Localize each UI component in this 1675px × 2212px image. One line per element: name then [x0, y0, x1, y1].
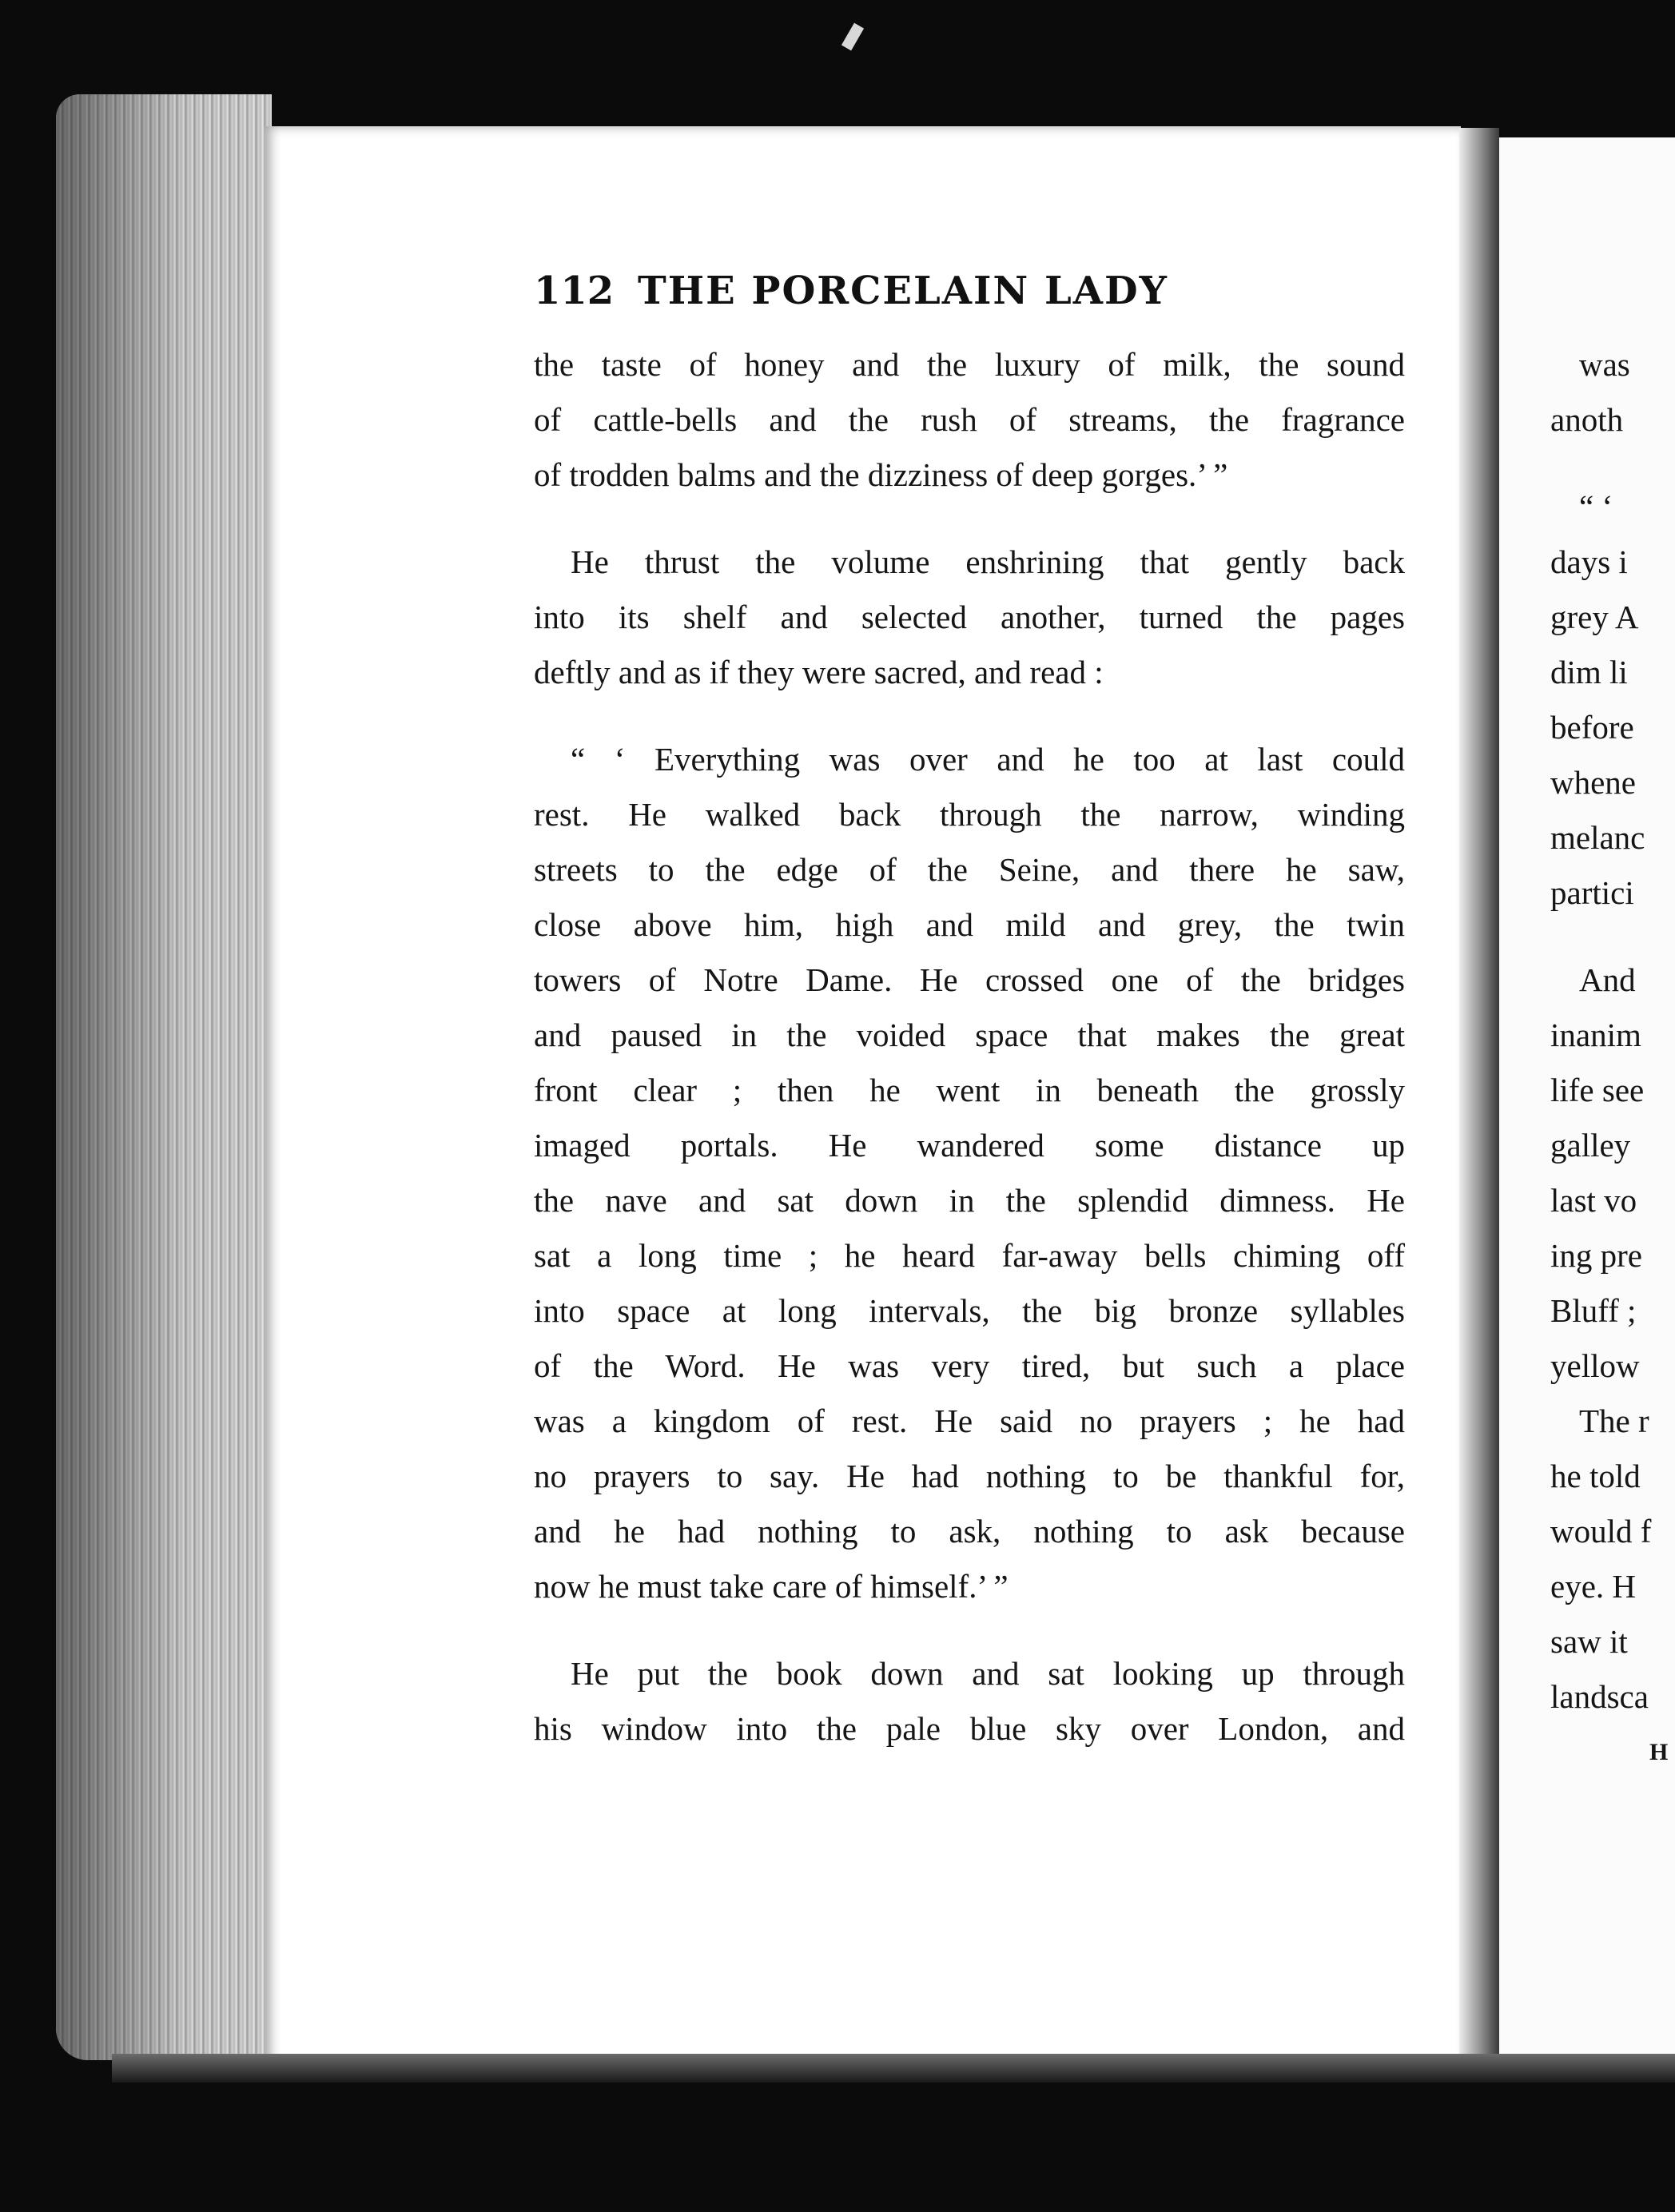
text-line: and he had nothing to ask, nothing to ask because — [534, 1513, 1405, 1550]
text-line: was a kingdom of rest. He said no prayers ; he had — [534, 1402, 1405, 1439]
text-line: of trodden balms and the dizziness of deep gorges.’ ” — [534, 456, 1228, 493]
page-edges-shadow — [56, 94, 272, 2060]
text-line: He put the book down and sat looking up through — [571, 1655, 1405, 1692]
scan-mark — [841, 23, 864, 51]
text-line: and paused in the voided space that makes the great — [534, 1016, 1405, 1053]
text-line: of the Word. He was very tired, but such a place — [534, 1347, 1405, 1384]
text-line: no prayers to say. He had nothing to be thankful for, — [534, 1458, 1405, 1494]
paragraph-gap — [1550, 921, 1675, 953]
text-line: streets to the edge of the Seine, and there he saw, — [534, 851, 1405, 888]
text-line: He thrust the volume enshrining that gently back — [571, 543, 1405, 580]
paragraph-gap — [1550, 448, 1675, 479]
text-line-fragment: last vo — [1550, 1182, 1637, 1219]
text-line-fragment: ing pre — [1550, 1237, 1642, 1274]
book-bottom-edge — [112, 2054, 1675, 2083]
paragraph — [534, 732, 1405, 1614]
text-line-fragment: before — [1550, 709, 1634, 746]
text-line-fragment: anoth — [1550, 401, 1624, 438]
text-line: into its shelf and selected another, turned the pages — [534, 599, 1405, 635]
text-line-fragment: days i — [1550, 543, 1628, 580]
text-line-fragment: would f — [1550, 1513, 1652, 1550]
text-line: into space at long intervals, the big bronze syllables — [534, 1292, 1405, 1329]
text-line-fragment: galley — [1550, 1127, 1631, 1164]
paragraph — [534, 535, 1405, 700]
text-line: “ ‘ Everything was over and he too at last could — [571, 741, 1405, 778]
page-number: 112 — [534, 269, 615, 313]
right-page-body — [1550, 337, 1675, 1780]
text-line-fragment: H — [1649, 1739, 1669, 1765]
running-title: THE PORCELAIN LADY — [638, 269, 1168, 313]
text-line-fragment: landsca — [1550, 1678, 1649, 1715]
text-line-fragment: saw it — [1550, 1623, 1628, 1660]
text-line: his window into the pale blue sky over London, and — [534, 1710, 1405, 1747]
text-line: front clear ; then he went in beneath the grossly — [534, 1072, 1405, 1108]
text-line-fragment: was — [1579, 346, 1630, 383]
text-line-fragment: partici — [1550, 874, 1634, 911]
text-line-fragment: inanim — [1550, 1016, 1641, 1053]
text-line: sat a long time ; he heard far-away bells chiming off — [534, 1237, 1405, 1274]
book-gutter — [1459, 128, 1499, 2062]
text-line: the taste of honey and the luxury of milk, the sound — [534, 346, 1405, 383]
text-line: towers of Notre Dame. He crossed one of the bridges — [534, 961, 1405, 998]
text-line: imaged portals. He wandered some distance up — [534, 1127, 1405, 1164]
text-line-fragment: life see — [1550, 1072, 1645, 1108]
text-line: rest. He walked back through the narrow, winding — [534, 796, 1405, 833]
text-line: of cattle-bells and the rush of streams, the fragrance — [534, 401, 1405, 438]
text-line: close above him, high and mild and grey, the twin — [534, 906, 1405, 943]
text-line-fragment: The r — [1579, 1402, 1649, 1439]
text-line-fragment: melanc — [1550, 819, 1645, 856]
text-line-fragment: And — [1579, 961, 1636, 998]
text-line: deftly and as if they were sacred, and read : — [534, 654, 1104, 690]
text-line-fragment: dim li — [1550, 654, 1628, 690]
text-line: now he must take care of himself.’ ” — [534, 1568, 1009, 1605]
text-line-fragment: “ ‘ — [1579, 488, 1613, 525]
text-line-fragment: he told — [1550, 1458, 1641, 1494]
text-line-fragment: whene — [1550, 764, 1637, 801]
text-line: the nave and sat down in the splendid dimness. He — [534, 1182, 1405, 1219]
text-line-fragment: yellow — [1550, 1347, 1640, 1384]
left-page-body — [534, 337, 1405, 1756]
text-line-fragment: eye. H — [1550, 1568, 1637, 1605]
paragraph — [534, 1646, 1405, 1756]
paragraph-gap — [534, 1614, 1405, 1646]
paragraph — [534, 337, 1405, 503]
paragraph-gap — [534, 503, 1405, 535]
text-line-fragment: Bluff ; — [1550, 1292, 1637, 1329]
running-header — [534, 269, 1397, 320]
paragraph-gap — [534, 700, 1405, 732]
text-line-fragment: grey A — [1550, 599, 1639, 635]
